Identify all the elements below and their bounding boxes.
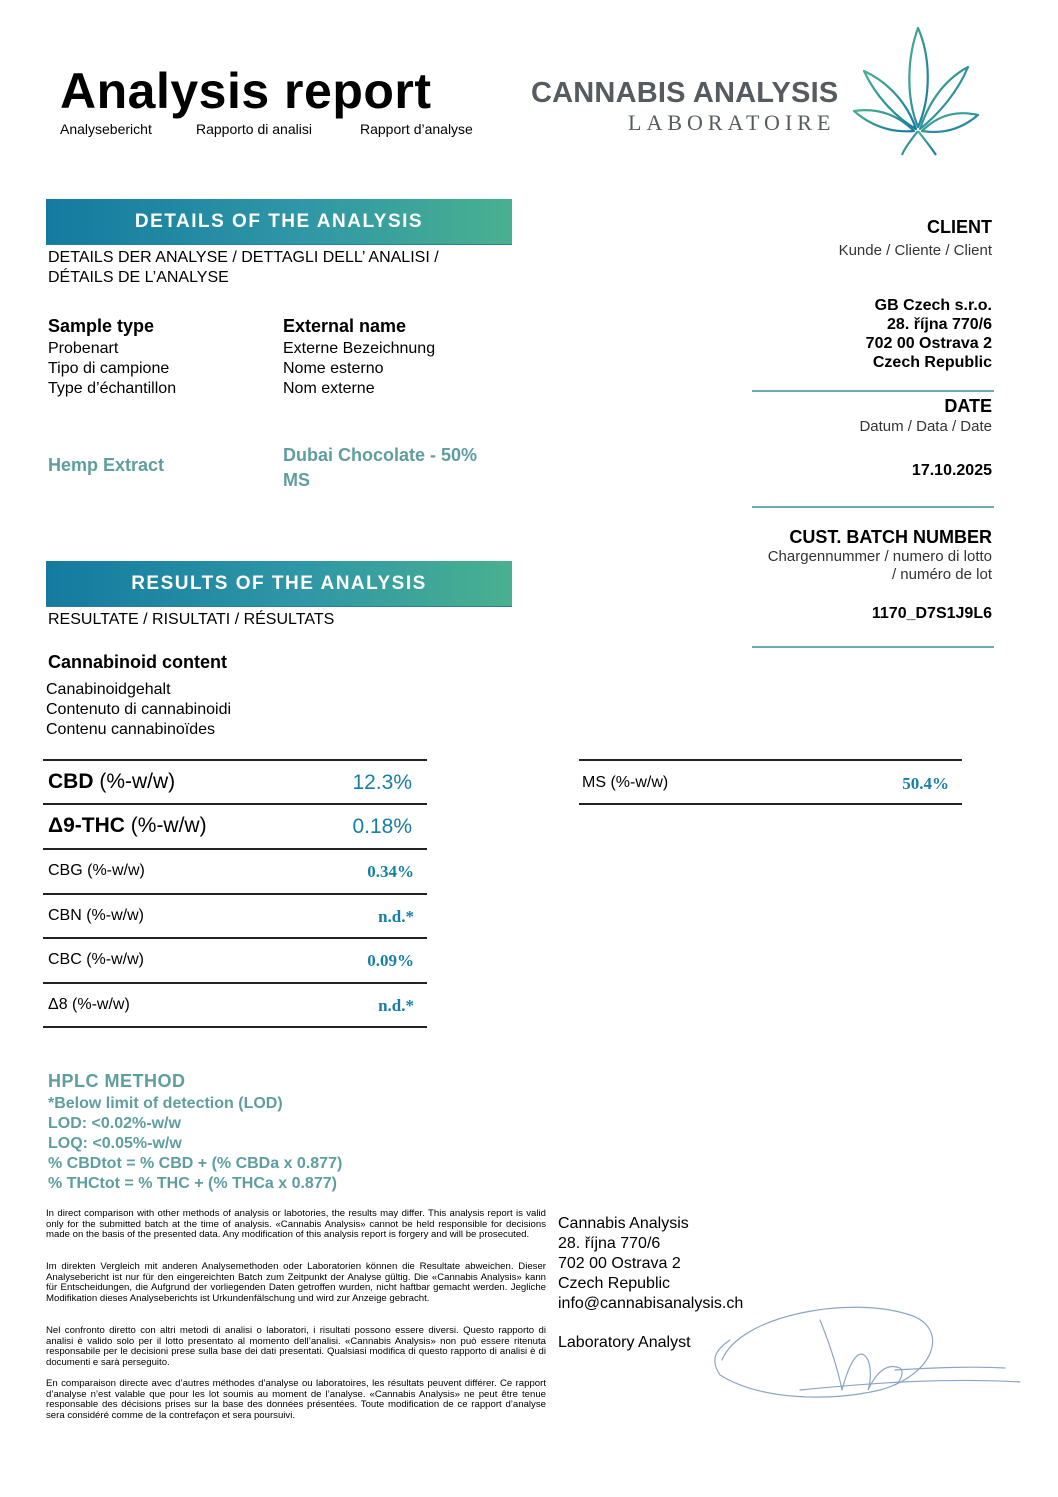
results-bar-underline	[46, 606, 512, 607]
row-label: CBG (%-w/w)	[48, 862, 145, 879]
cannabis-leaf-icon	[850, 25, 980, 162]
row-value: n.d.*	[378, 907, 414, 926]
lab-address-line: Czech Republic	[558, 1275, 671, 1292]
client-address-line: Czech Republic	[872, 354, 992, 371]
details-subtitle-line: DÉTAILS DE L’ANALYSE	[48, 269, 229, 286]
row-value: 0.34%	[367, 862, 414, 881]
ms-table-bottom-border	[579, 803, 962, 805]
method-lines	[48, 1094, 342, 1194]
logo-subtitle: LABORATOIRE	[628, 110, 836, 135]
external-name-line: MS	[283, 470, 310, 490]
translation-line: Tipo di campione	[48, 360, 170, 377]
disclaimer-it: Nel confronto diretto con altri metodi di analisi o laboratori, i risultati possono essere diversi. Questo rapporto di analisi è valido solo per il lotto presentato al momento dell’analisi. «Cannabis Analysis» non può essere ritenuta responsabile per le decisioni prese sulla base dei dati presentati. Qualsiasi modifica di questo rapporto di analisi è di documenti e sarà perseguito.	[46, 1325, 546, 1368]
client-address-line: 702 00 Ostrava 2	[865, 335, 992, 352]
lab-email: info@cannabisanalysis.ch	[558, 1295, 744, 1312]
date-value: 17.10.2025	[911, 462, 992, 479]
translation-line: Externe Bezeichnung	[283, 340, 436, 357]
ms-row	[579, 761, 962, 803]
batch-divider	[752, 646, 994, 648]
client-address	[866, 296, 992, 372]
lab-address-line: Cannabis Analysis	[558, 1215, 689, 1232]
row-value: n.d.*	[378, 996, 414, 1015]
results-subtitle: RESULTATE / RISULTATI / RÉSULTATS	[48, 611, 335, 628]
translation-line: Contenuto di cannabinoidi	[46, 701, 232, 718]
translation-line: Probenart	[48, 340, 119, 357]
external-name-value	[283, 443, 477, 493]
analyst-signature	[700, 1290, 1030, 1485]
client-address-line: GB Czech s.r.o.	[874, 297, 992, 314]
subtitle-fr: Rapport d’analyse	[360, 121, 473, 137]
disclaimer-en: In direct comparison with other methods of analysis or labotories, the results may differ. This analysis report is valid only for the submitted batch at the time of analysis. «Cannabis Analysis» cannot be held responsible for decisions made on the basis of the presented data. Any modification of this analysis report is forgery and will be prosecuted.	[46, 1208, 546, 1241]
external-name-line: Dubai Chocolate - 50%	[283, 445, 478, 465]
ms-label: MS (%-w/w)	[582, 774, 669, 791]
method-heading: HPLC METHOD	[48, 1071, 186, 1091]
cannabinoid-translations	[46, 680, 231, 740]
table-row	[43, 805, 427, 848]
row-unit: (%-w/w)	[124, 814, 207, 837]
results-bar-title: RESULTS OF THE ANALYSIS	[131, 572, 427, 594]
row-label: Δ8 (%-w/w)	[48, 996, 130, 1013]
cannabinoid-heading: Cannabinoid content	[48, 652, 227, 672]
batch-value: 1170_D7S1J9L6	[871, 605, 992, 622]
row-value: 0.09%	[367, 951, 414, 970]
disclaimer-de: Im direkten Vergleich mit anderen Analysemethoden oder Laboratorien können die Resultate abweichen. Dieser Analysebericht ist nur für den eingereichten Batch zum Zeitpunkt der Analyse gültig. Die «Cannabis Analysis» kann für Entscheidungen, die Aufgrund der vorliegenden Daten getroffen wurden, nicht haftbar gemacht werden. Jegliche Modifikation dieses Analyseberichts ist Urkundenfälschung und wird zur Anzeige gebracht.	[46, 1261, 546, 1304]
row-name: CBD	[48, 770, 94, 793]
batch-translations	[768, 548, 992, 584]
logo-name: CANNABIS ANALYSIS	[531, 77, 839, 109]
external-name-translations	[283, 339, 435, 399]
method-line: LOQ: <0.05%-w/w	[48, 1135, 182, 1152]
details-bar-underline	[46, 244, 512, 245]
sample-type-translations	[48, 339, 176, 399]
details-bar-title: DETAILS OF THE ANALYSIS	[134, 210, 424, 232]
batch-heading: CUST. BATCH NUMBER	[789, 527, 992, 547]
subtitle-it: Rapporto di analisi	[196, 121, 312, 137]
disclaimer-fr: En comparaison directe avec d’autres méthodes d’analyse ou laboratoires, les résultats peuvent différer. Ce rapport d’analyse n’est valable que pour les lot soumis au moment de l’analyse. «Cannabis Analysis» ne peut être tenue responsable des décisions prises sur la base des données présentées. Toute modification de ce rapport d’analyse sera considéré comme de la contrefaçon et sera poursuivi.	[46, 1378, 546, 1421]
row-unit: (%-w/w)	[93, 770, 176, 793]
method-line: % CBDtot = % CBD + (% CBDa x 0.877)	[48, 1155, 343, 1172]
method-line: % THCtot = % THC + (% THCa x 0.877)	[48, 1175, 337, 1192]
date-translations: Datum / Data / Date	[859, 418, 992, 435]
sample-type-value: Hemp Extract	[48, 455, 165, 475]
batch-translation-line: Chargennummer / numero di lotto	[767, 548, 992, 565]
row-label: CBN (%-w/w)	[48, 907, 144, 924]
lab-address-line: 702 00 Ostrava 2	[558, 1255, 681, 1272]
ms-value: 50.4%	[902, 774, 949, 793]
row-label	[48, 814, 207, 838]
sample-type-heading: Sample type	[48, 316, 155, 336]
client-address-line: 28. října 770/6	[887, 316, 992, 333]
client-heading: CLIENT	[927, 217, 992, 237]
details-subtitle-line: DETAILS DER ANALYSE / DETTAGLI DELL’ ANALISI /	[48, 249, 439, 266]
lab-address-line: 28. října 770/6	[558, 1235, 661, 1252]
results-table-bottom-border	[43, 1026, 427, 1028]
row-name: Δ9-THC	[48, 814, 125, 837]
client-divider	[752, 390, 994, 392]
date-divider	[752, 506, 994, 508]
details-subtitle	[48, 248, 439, 288]
row-label	[48, 770, 175, 794]
lab-analyst-label: Laboratory Analyst	[558, 1334, 691, 1351]
subtitle-de: Analysebericht	[60, 121, 152, 137]
row-value: 12.3%	[352, 771, 412, 794]
table-row	[43, 761, 427, 804]
row-value: 0.18%	[352, 815, 412, 838]
method-line: LOD: <0.02%-w/w	[48, 1115, 181, 1132]
table-row	[43, 895, 427, 938]
results-bar	[46, 561, 512, 606]
details-bar	[46, 199, 512, 244]
client-translations: Kunde / Cliente / Client	[838, 242, 992, 259]
translation-line: Contenu cannabinoïdes	[46, 721, 216, 738]
method-line: *Below limit of detection (LOD)	[48, 1095, 283, 1112]
table-row	[43, 939, 427, 982]
table-row	[43, 850, 427, 893]
report-title: Analysis report	[60, 63, 432, 119]
table-row	[43, 984, 427, 1027]
translation-line: Canabinoidgehalt	[46, 681, 171, 698]
translation-line: Nome esterno	[283, 360, 384, 377]
row-label: CBC (%-w/w)	[48, 951, 144, 968]
date-heading: DATE	[944, 396, 992, 416]
translation-line: Nom externe	[283, 380, 375, 397]
batch-translation-line: / numéro de lot	[891, 566, 992, 583]
translation-line: Type d’échantillon	[48, 380, 177, 397]
external-name-heading: External name	[283, 316, 407, 336]
